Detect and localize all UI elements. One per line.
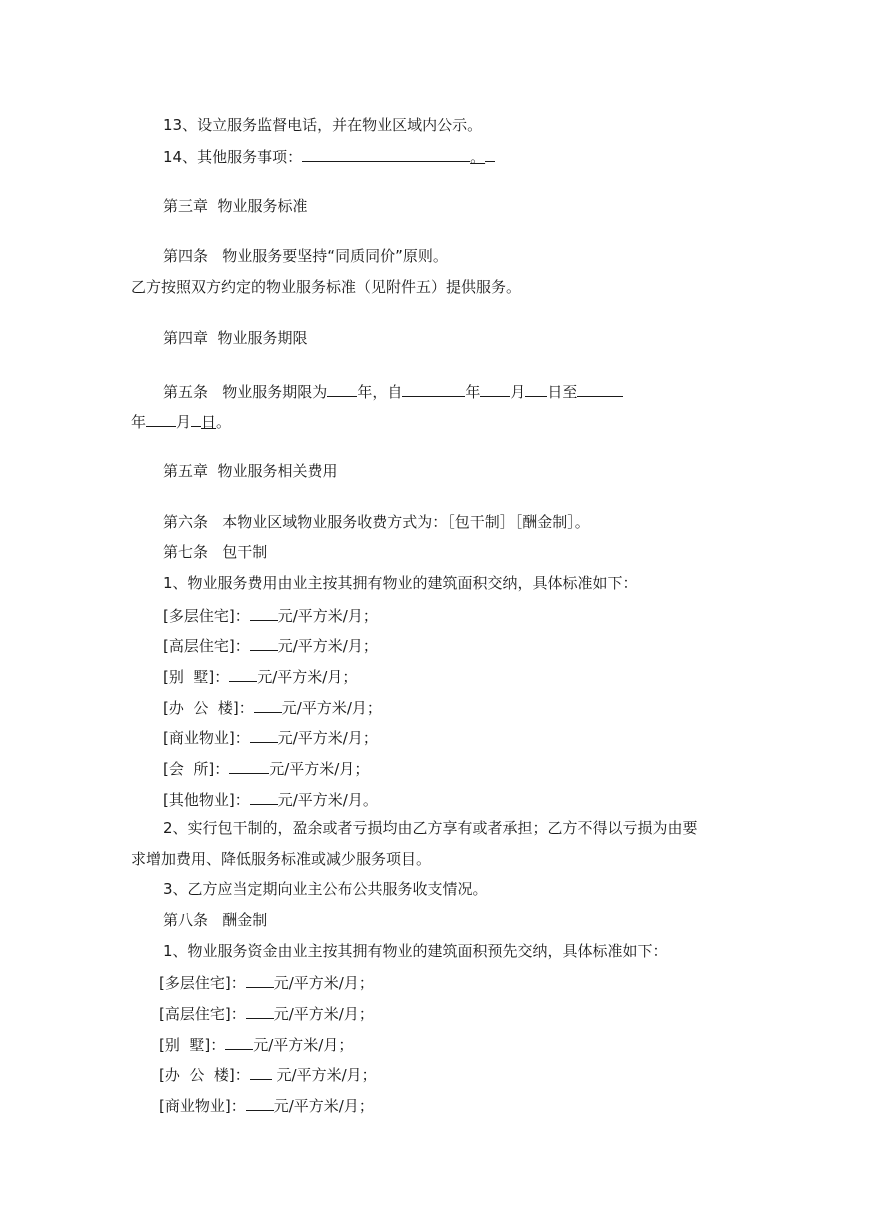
blank-underline xyxy=(577,380,623,397)
text-label: [多层住宅]： xyxy=(159,974,246,992)
text-label: [别 墅]： xyxy=(163,668,230,686)
fee-line xyxy=(163,634,378,656)
text-label: 年 xyxy=(465,383,481,401)
blank-underline xyxy=(250,726,278,743)
text-line: 1、物业服务资金由业主按其拥有物业的建筑面积预先交纳，具体标准如下： xyxy=(163,942,668,960)
blank-underline xyxy=(229,665,257,682)
fee-line xyxy=(159,1063,377,1085)
blank-underline xyxy=(229,757,269,774)
text-label: 元/平方米/月； xyxy=(281,699,382,717)
text-line: 求增加费用、降低服务标准或减少服务项目。 xyxy=(131,850,432,868)
blank-underline xyxy=(402,380,465,397)
text-label: [其他物业]： xyxy=(163,791,250,809)
article-heading: 第七条 包干制 xyxy=(163,543,268,561)
fee-line xyxy=(163,788,378,810)
text-label: 元/平方米/月。 xyxy=(277,791,378,809)
fee-line xyxy=(163,696,382,718)
fee-line xyxy=(163,665,357,687)
text-label: [高层住宅]： xyxy=(163,637,250,655)
text-label: [商业物业]： xyxy=(159,1097,246,1115)
text-label: [办 公 楼]： xyxy=(163,699,254,717)
chapter-heading: 第四章 物业服务期限 xyxy=(163,329,308,347)
text-label: 日至 xyxy=(547,383,578,401)
text-label: 元/平方米/月； xyxy=(273,1097,374,1115)
text-label: 元/平方米/月； xyxy=(277,607,378,625)
text-line: 2、实行包干制的，盈余或者亏损均由乙方享有或者承担；乙方不得以亏损为由要 xyxy=(163,819,698,837)
blank-underline xyxy=(146,410,176,427)
fee-line xyxy=(163,757,369,779)
text-label: 。 xyxy=(470,148,486,166)
text-label: 元/平方米/月； xyxy=(269,760,370,778)
chapter-heading: 第三章 物业服务标准 xyxy=(163,197,308,215)
text-label: [多层住宅]： xyxy=(163,607,250,625)
text-label: [会 所]： xyxy=(163,760,230,778)
text-label: 元/平方米/月； xyxy=(277,637,378,655)
text-label: 第五条 物业服务期限为 xyxy=(163,383,328,401)
blank-underline xyxy=(225,1033,253,1050)
text-line xyxy=(131,410,231,432)
text-label: 。 xyxy=(216,413,232,431)
blank-underline xyxy=(525,380,547,397)
article-heading: 第六条 本物业区域物业服务收费方式为：［包干制］［酬金制］。 xyxy=(163,513,590,531)
text-label: 年 xyxy=(131,413,147,431)
text-label: 元/平方米/月； xyxy=(271,1066,377,1084)
blank-underline xyxy=(485,145,495,162)
text-label: [办 公 楼]： xyxy=(159,1066,250,1084)
blank-underline xyxy=(250,634,278,651)
chapter-heading: 第五章 物业服务相关费用 xyxy=(163,462,338,480)
text-label: 元/平方米/月； xyxy=(253,1036,354,1054)
article-heading: 第四条 物业服务要坚持“同质同价”原则。 xyxy=(163,247,448,265)
blank-underline xyxy=(191,410,201,427)
blank-underline xyxy=(480,380,510,397)
text-label: 元/平方米/月； xyxy=(273,974,374,992)
blank-underline xyxy=(302,145,470,162)
blank-underline xyxy=(250,604,278,621)
fee-line xyxy=(159,1002,374,1024)
blank-underline xyxy=(246,1002,274,1019)
text-line xyxy=(163,380,623,402)
text-label: [高层住宅]： xyxy=(159,1005,246,1023)
text-line: 1、物业服务费用由业主按其拥有物业的建筑面积交纳，具体标准如下： xyxy=(163,574,638,592)
text-label: 日 xyxy=(201,413,217,431)
fee-line xyxy=(159,1033,353,1055)
fee-line xyxy=(163,604,378,626)
text-label: 14、其他服务事项： xyxy=(163,148,303,166)
fee-line xyxy=(159,971,374,993)
blank-underline xyxy=(246,1094,274,1111)
text-label: 元/平方米/月； xyxy=(273,1005,374,1023)
fee-line xyxy=(163,726,378,748)
text-label: 年，自 xyxy=(357,383,403,401)
text-label: 月 xyxy=(176,413,192,431)
blank-underline xyxy=(254,696,282,713)
blank-underline xyxy=(250,788,278,805)
blank-underline xyxy=(250,1063,272,1080)
text-label: 元/平方米/月； xyxy=(257,668,358,686)
text-label: 元/平方米/月； xyxy=(277,729,378,747)
blank-underline xyxy=(246,971,274,988)
text-line: 13、设立服务监督电话，并在物业区域内公示。 xyxy=(163,116,483,134)
blank-underline xyxy=(327,380,357,397)
text-line: 乙方按照双方约定的物业服务标准（见附件五）提供服务。 xyxy=(131,278,522,296)
text-line: 3、乙方应当定期向业主公布公共服务收支情况。 xyxy=(163,880,488,898)
text-line xyxy=(163,145,495,167)
text-label: [别 墅]： xyxy=(159,1036,226,1054)
text-label: 月 xyxy=(510,383,526,401)
article-heading: 第八条 酬金制 xyxy=(163,911,268,929)
text-label: [商业物业]： xyxy=(163,729,250,747)
fee-line xyxy=(159,1094,374,1116)
